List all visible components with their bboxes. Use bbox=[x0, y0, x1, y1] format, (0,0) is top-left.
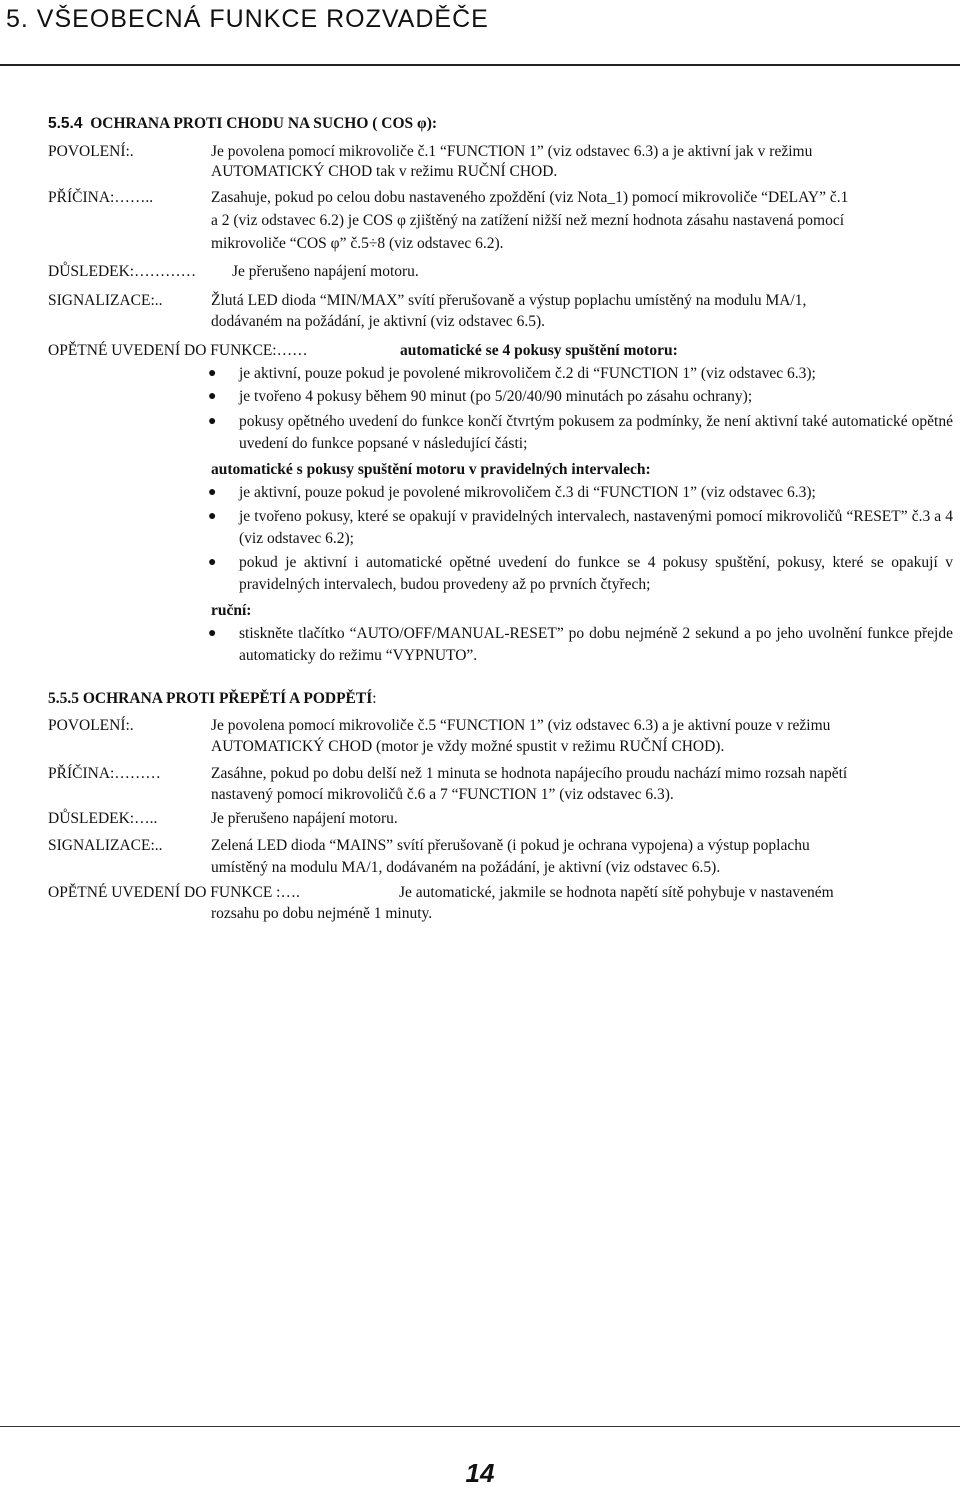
list-item-text: pokud je aktivní i automatické opětné uvedení do funkce se 4 pokusy spuštění, pokusy, které se opakují v pravidelných intervalech, budou provedeny až po prvních čtyřech; bbox=[239, 554, 953, 593]
section-title-5-5-4 bbox=[48, 113, 437, 135]
list-item bbox=[208, 552, 953, 596]
list-item-text: je aktivní, pouze pokud je povolené mikrovoličem č.3 di “FUNCTION 1” (viz odstavec 6.3); bbox=[239, 484, 816, 501]
bullet-icon: ● bbox=[208, 555, 217, 570]
signalizace-line-2: dodávaném na požádání, je aktivní (viz odstavec 6.5). bbox=[211, 313, 545, 330]
bullet-icon: ● bbox=[208, 414, 217, 429]
footer-rule bbox=[0, 1426, 960, 1427]
signalizace-label: SIGNALIZACE:.. bbox=[48, 292, 163, 309]
list-item-text: je tvořeno pokusy, které se opakují v pravidelných intervalech, nastavenými pomocí mikrovoličů “RESET” č.3 a 4 (viz odstavec 6.2); bbox=[239, 508, 953, 547]
dusledek-label: DŮSLEDEK:….. bbox=[48, 810, 158, 827]
opetne-line-1: Je automatické, jakmile se hodnota napětí sítě pohybuje v nastaveném bbox=[399, 884, 834, 901]
list-item-text: pokusy opětného uvedení do funkce končí čtvrtým pokusem za podmínky, že není aktivní také automatické opětné uvedení do funkce popsané v následující části; bbox=[239, 413, 953, 452]
pricina-line-2: a 2 (viz odstavec 6.2) je COS φ zjištěný na zatížení nižší než mezní hodnota zásahu nastavená pomocí bbox=[211, 212, 845, 229]
bullet-icon: ● bbox=[208, 366, 217, 381]
signalizace-line-1: Žlutá LED dioda “MIN/MAX” svítí přerušovaně a výstup poplachu umístěný na modulu MA/1, bbox=[211, 292, 807, 309]
section-title-colon: : bbox=[372, 690, 377, 707]
section-title-text: 5.5.5 OCHRANA PROTI PŘEPĚTÍ A PODPĚTÍ bbox=[48, 690, 373, 707]
autoint-title: automatické s pokusy spuštění motoru v pravidelných intervalech: bbox=[211, 461, 651, 478]
povoleni-line-1: Je povolena pomocí mikrovoliče č.5 “FUNCTION 1” (viz odstavec 6.3) a je aktivní pouze v režimu bbox=[211, 717, 831, 734]
section-title-5-5-5 bbox=[48, 688, 377, 710]
list-item bbox=[208, 506, 953, 550]
bullet-icon: ● bbox=[208, 626, 217, 641]
list-item bbox=[208, 411, 953, 455]
signalizace-line-2: umístěný na modulu MA/1, dodávaném na požádání, je aktivní (viz odstavec 6.5). bbox=[211, 859, 721, 876]
pricina-line-2: nastavený pomocí mikrovoličů č.6 a 7 “FUNCTION 1” (viz odstavec 6.3). bbox=[211, 786, 674, 803]
list-item bbox=[208, 363, 953, 385]
manual-title: ruční: bbox=[211, 602, 252, 619]
auto4-title: automatické se 4 pokusy spuštění motoru: bbox=[400, 342, 678, 359]
pricina-label: PŘÍČINA:…….. bbox=[48, 189, 154, 206]
list-item bbox=[208, 386, 953, 408]
list-item bbox=[208, 482, 953, 504]
list-item-text: je tvořeno 4 pokusy během 90 minut (po 5/20/40/90 minutách po zásahu ochrany); bbox=[239, 388, 753, 405]
section-number: 5.5.4 bbox=[48, 115, 83, 132]
opetne-line-2: rozsahu po dobu nejméně 1 minuty. bbox=[211, 905, 433, 922]
list-item-text: stiskněte tlačítko “AUTO/OFF/MANUAL-RESET” po dobu nejméně 2 sekund a po jeho uvolnění funkce přejde automaticky do režimu “VYPNUTO”. bbox=[239, 625, 953, 664]
dusledek-text: Je přerušeno napájení motoru. bbox=[211, 810, 398, 827]
povoleni-label: POVOLENÍ:. bbox=[48, 717, 134, 734]
pricina-line-1: Zasáhne, pokud po dobu delší než 1 minuta se hodnota napájecího proudu nachází mimo rozsah napětí bbox=[211, 765, 848, 782]
list-item bbox=[208, 623, 953, 667]
pricina-line-1: Zasahuje, pokud po celou dobu nastaveného zpoždění (viz Nota_1) pomocí mikrovoliče “DELAY” č.1 bbox=[211, 189, 849, 206]
pricina-label: PŘÍČINA:……… bbox=[48, 765, 161, 782]
section-title-text: OCHRANA PROTI CHODU NA SUCHO ( COS φ): bbox=[90, 115, 438, 132]
bullet-icon: ● bbox=[208, 389, 217, 404]
pricina-line-3: mikrovoliče “COS φ” č.5÷8 (viz odstavec 6.2). bbox=[211, 235, 504, 252]
povoleni-label: POVOLENÍ:. bbox=[48, 143, 134, 160]
page-heading: 5. VŠEOBECNÁ FUNKCE ROZVADĚČE bbox=[6, 5, 489, 33]
dusledek-text: Je přerušeno napájení motoru. bbox=[232, 263, 419, 280]
dusledek-label: DŮSLEDEK:………… bbox=[48, 263, 197, 280]
povoleni-line-2: AUTOMATICKÝ CHOD tak v režimu RUČNÍ CHOD. bbox=[211, 163, 558, 180]
povoleni-line-1: Je povolena pomocí mikrovoliče č.1 “FUNCTION 1” (viz odstavec 6.3) a je aktivní jak v režimu bbox=[211, 143, 813, 160]
page-number: 14 bbox=[465, 1458, 495, 1488]
opetne-label: OPĚTNÉ UVEDENÍ DO FUNKCE:…… bbox=[48, 342, 308, 359]
bullet-icon: ● bbox=[208, 509, 217, 524]
signalizace-label: SIGNALIZACE:.. bbox=[48, 837, 163, 854]
opetne-label: OPĚTNÉ UVEDENÍ DO FUNKCE :…. bbox=[48, 884, 300, 901]
heading-rule bbox=[0, 64, 960, 66]
povoleni-line-2: AUTOMATICKÝ CHOD (motor je vždy možné spustit v režimu RUČNÍ CHOD). bbox=[211, 738, 725, 755]
signalizace-line-1: Zelená LED dioda “MAINS” svítí přerušovaně (i pokud je ochrana vypojena) a výstup poplachu bbox=[211, 837, 810, 854]
bullet-icon: ● bbox=[208, 485, 217, 500]
list-item-text: je aktivní, pouze pokud je povolené mikrovoličem č.2 di “FUNCTION 1” (viz odstavec 6.3); bbox=[239, 365, 816, 382]
